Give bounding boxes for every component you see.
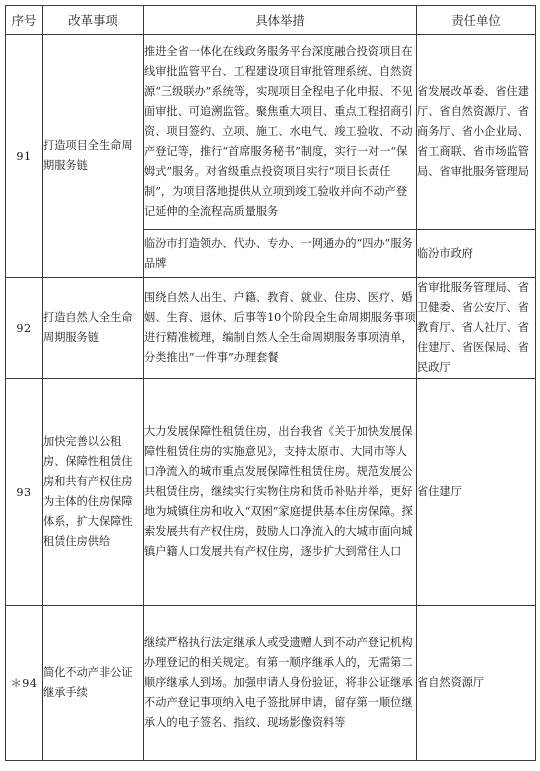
measure-text: 大力发展保障性租赁住房，出台我省《关于加快发展保障性租赁住房的实施意见》，支持太原市、大同市等人口净流入的城市重点发展保障性租赁住房。规范发展公共租赁住房，继续实行实物住房和货币补贴并举，更好地为城镇住房和收入“双困”家庭提供基本住房保障。探索发展共有产权住房，鼓励人口净流入的大城市面向城镇户籍人口发展共有产权住房，逐步扩大到常住人口: [144, 379, 417, 606]
row-number: 92: [6, 278, 43, 379]
reform-item: 加快完善以公租房、保障性租赁住房和共有产权住房为主体的住房保障体系，扩大保障性租赁住房供给: [43, 379, 144, 606]
row-number: ＊94: [6, 606, 43, 761]
responsible-unit: 临汾市政府: [417, 230, 536, 278]
measure-text: 推进全省一体化在线政务服务平台深度融合投资项目在线审批监管平台、工程建设项目审批管理系统、自然资源“三级联办”系统等，实现项目全程电子化申报、不见面审批、可追溯监管。聚焦重大项目、重点工程招商引资、项目签约、立项、施工、水电气、竣工验收、不动产登记等，推行“首席服务秘书”制度，实行一对一“保姆式”服务。对省级重点投资项目实行“项目长责任制”，为项目落地提供从立项到竣工验收并向不动产登记延伸的全流程高质量服务: [144, 35, 417, 230]
header-no: 序号: [6, 6, 43, 35]
reform-item: 打造自然人全生命周期服务链: [43, 278, 144, 379]
header-unit: 责任单位: [417, 6, 536, 35]
header-measure: 具体举措: [144, 6, 417, 35]
responsible-unit: 省住建厅: [417, 379, 536, 606]
measure-text: 继续严格执行法定继承人或受遗赠人到不动产登记机构办理登记的相关规定。有第一顺序继承人的，无需第二顺序继承人到场。加强申请人身份验证，将非公证继承不动产登记事项纳入电子签批屏申请，留存第一顺位继承人的电子签名、指纹、现场影像资料等: [144, 606, 417, 761]
reform-item: 打造项目全生命周期服务链: [43, 35, 144, 278]
table-row: [6, 278, 536, 379]
reform-item: 简化不动产非公证继承手续: [43, 606, 144, 761]
table-header-row: [6, 6, 536, 35]
table-row: [6, 606, 536, 761]
responsible-unit: 省自然资源厅: [417, 606, 536, 761]
responsible-unit: 省审批服务管理局、省卫健委、省公安厅、省教育厅、省人社厅、省住建厅、省医保局、省民政厅: [417, 278, 536, 379]
header-item: 改革事项: [43, 6, 144, 35]
row-number: 91: [6, 35, 43, 278]
row-number: 93: [6, 379, 43, 606]
table-row: [6, 35, 536, 230]
reform-measures-table: [5, 5, 536, 761]
measure-text: 临汾市打造领办、代办、专办、一网通办的“四办”服务品牌: [144, 230, 417, 278]
measure-text: 围绕自然人出生、户籍、教育、就业、住房、医疗、婚姻、生育、退休、后事等10个阶段全生命周期服务事项进行精准梳理，编制自然人全生命周期服务事项清单，分类推出“一件事”办理套餐: [144, 278, 417, 379]
responsible-unit: 省发展改革委、省住建厅、省自然资源厅、省商务厅、省小企业局、省工商联、省市场监管局、省审批服务管理局: [417, 35, 536, 230]
table-row: [6, 379, 536, 606]
